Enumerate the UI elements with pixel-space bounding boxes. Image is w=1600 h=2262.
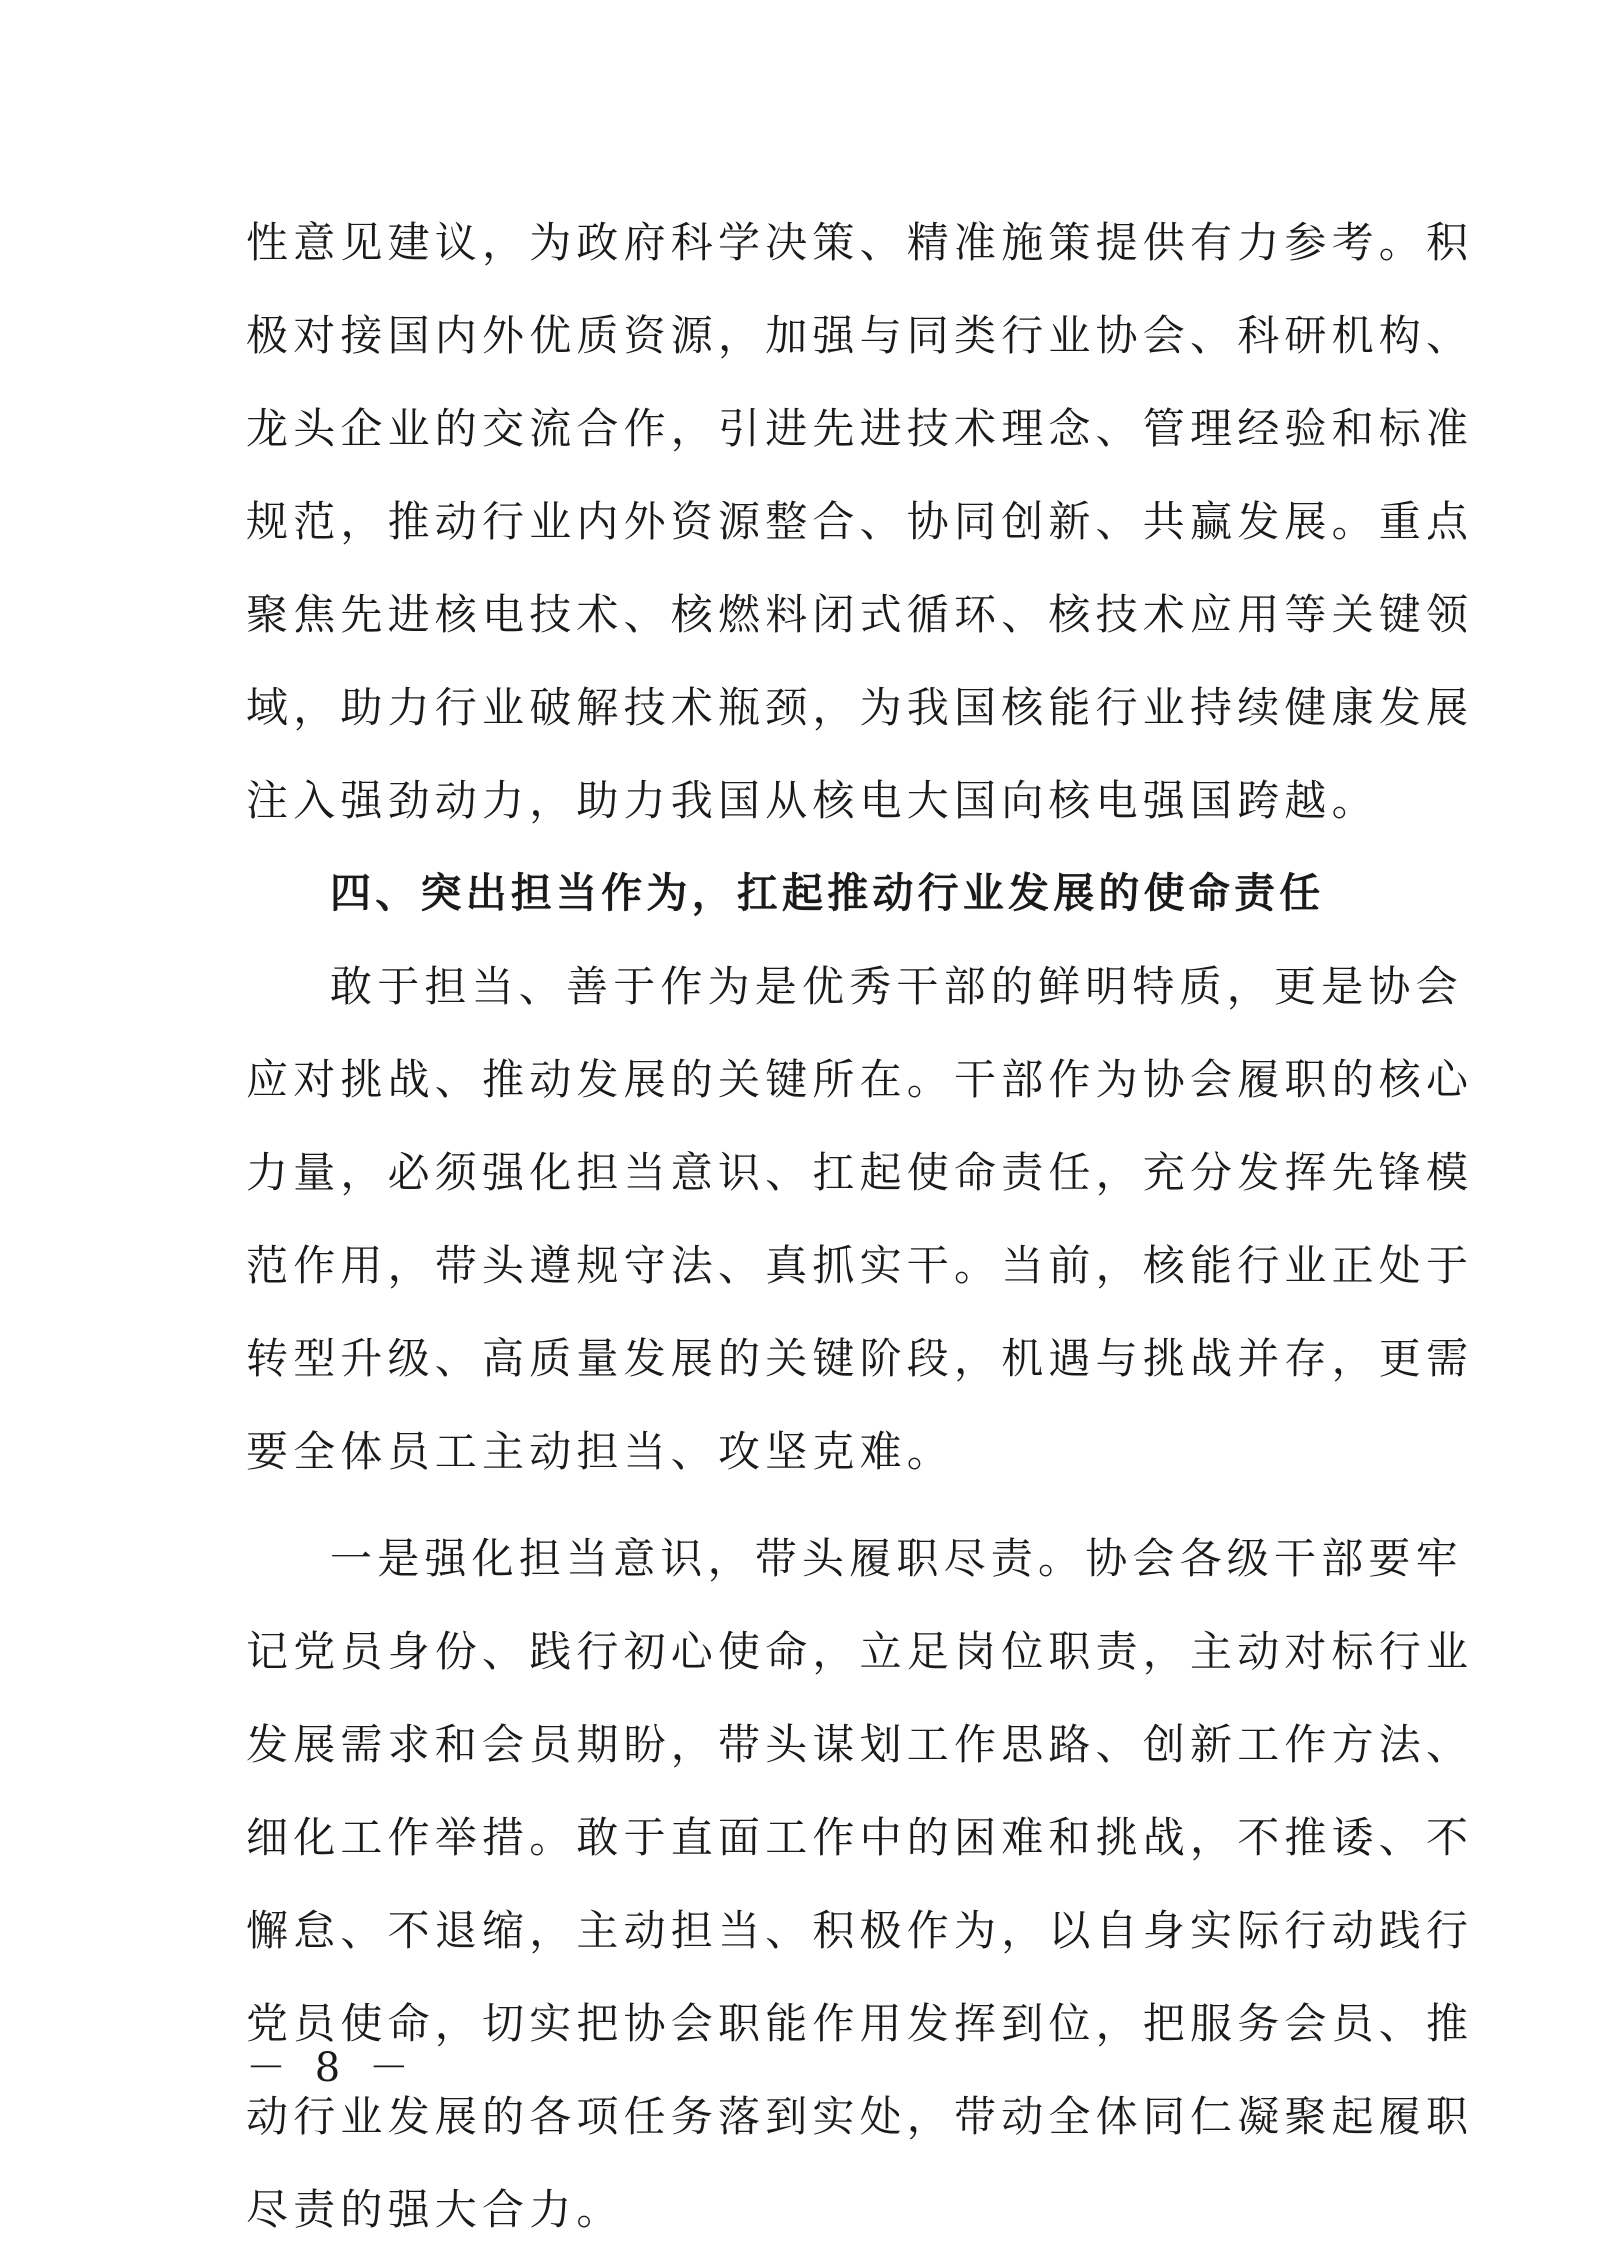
paragraph-gap xyxy=(246,1498,1360,1512)
paragraph-line: 性意见建议，为政府科学决策、精准施策提供有力参考。积 xyxy=(246,218,1474,267)
paragraph-line: 范作用，带头遵规守法、真抓实干。当前，核能行业正处于 xyxy=(246,1241,1474,1290)
paragraph-line: 龙头企业的交流合作，引进先进技术理念、管理经验和标准 xyxy=(246,404,1474,453)
paragraph-line: 应对挑战、推动发展的关键所在。干部作为协会履职的核心 xyxy=(246,1055,1474,1104)
paragraph-line: 一是强化担当意识，带头履职尽责。协会各级干部要牢 xyxy=(330,1534,1463,1583)
paragraph-line: 域，助力行业破解技术瓶颈，为我国核能行业持续健康发展 xyxy=(246,683,1474,732)
paragraph-line: 细化工作举措。敢于直面工作中的困难和挑战，不推诿、不 xyxy=(246,1813,1474,1862)
paragraph-line: 党员使命，切实把协会职能作用发挥到位，把服务会员、推 xyxy=(246,1999,1474,2048)
paragraph-line: 发展需求和会员期盼，带头谋划工作思路、创新工作方法、 xyxy=(246,1720,1474,1769)
paragraph-line: 注入强劲动力，助力我国从核电大国向核电强国跨越。 xyxy=(246,776,1379,825)
paragraph-line: 极对接国内外优质资源，加强与同类行业协会、科研机构、 xyxy=(246,311,1474,360)
paragraph-line: 要全体员工主动担当、攻坚克难。 xyxy=(246,1427,955,1476)
paragraph-line: 规范，推动行业内外资源整合、协同创新、共赢发展。重点 xyxy=(246,497,1474,546)
paragraph-line: 记党员身份、践行初心使命，立足岗位职责，主动对标行业 xyxy=(246,1627,1474,1676)
section-heading: 四、突出担当作为，扛起推动行业发展的使命责任 xyxy=(330,869,1325,917)
paragraph-line: 力量，必须强化担当意识、扛起使命责任，充分发挥先锋模 xyxy=(246,1148,1474,1197)
page-number: － 8 － xyxy=(246,2045,417,2091)
paragraph-line: 懈怠、不退缩，主动担当、积极作为，以自身实际行动践行 xyxy=(246,1906,1474,1955)
body-text xyxy=(246,196,1474,2256)
paragraph-line: 尽责的强大合力。 xyxy=(246,2185,624,2234)
paragraph-line: 动行业发展的各项任务落到实处，带动全体同仁凝聚起履职 xyxy=(246,2092,1474,2141)
paragraph-line: 转型升级、高质量发展的关键阶段，机遇与挑战并存，更需 xyxy=(246,1334,1474,1383)
paragraph-line: 聚焦先进核电技术、核燃料闭式循环、核技术应用等关键领 xyxy=(246,590,1474,639)
paragraph-line: 敢于担当、善于作为是优秀干部的鲜明特质，更是协会 xyxy=(330,962,1463,1011)
